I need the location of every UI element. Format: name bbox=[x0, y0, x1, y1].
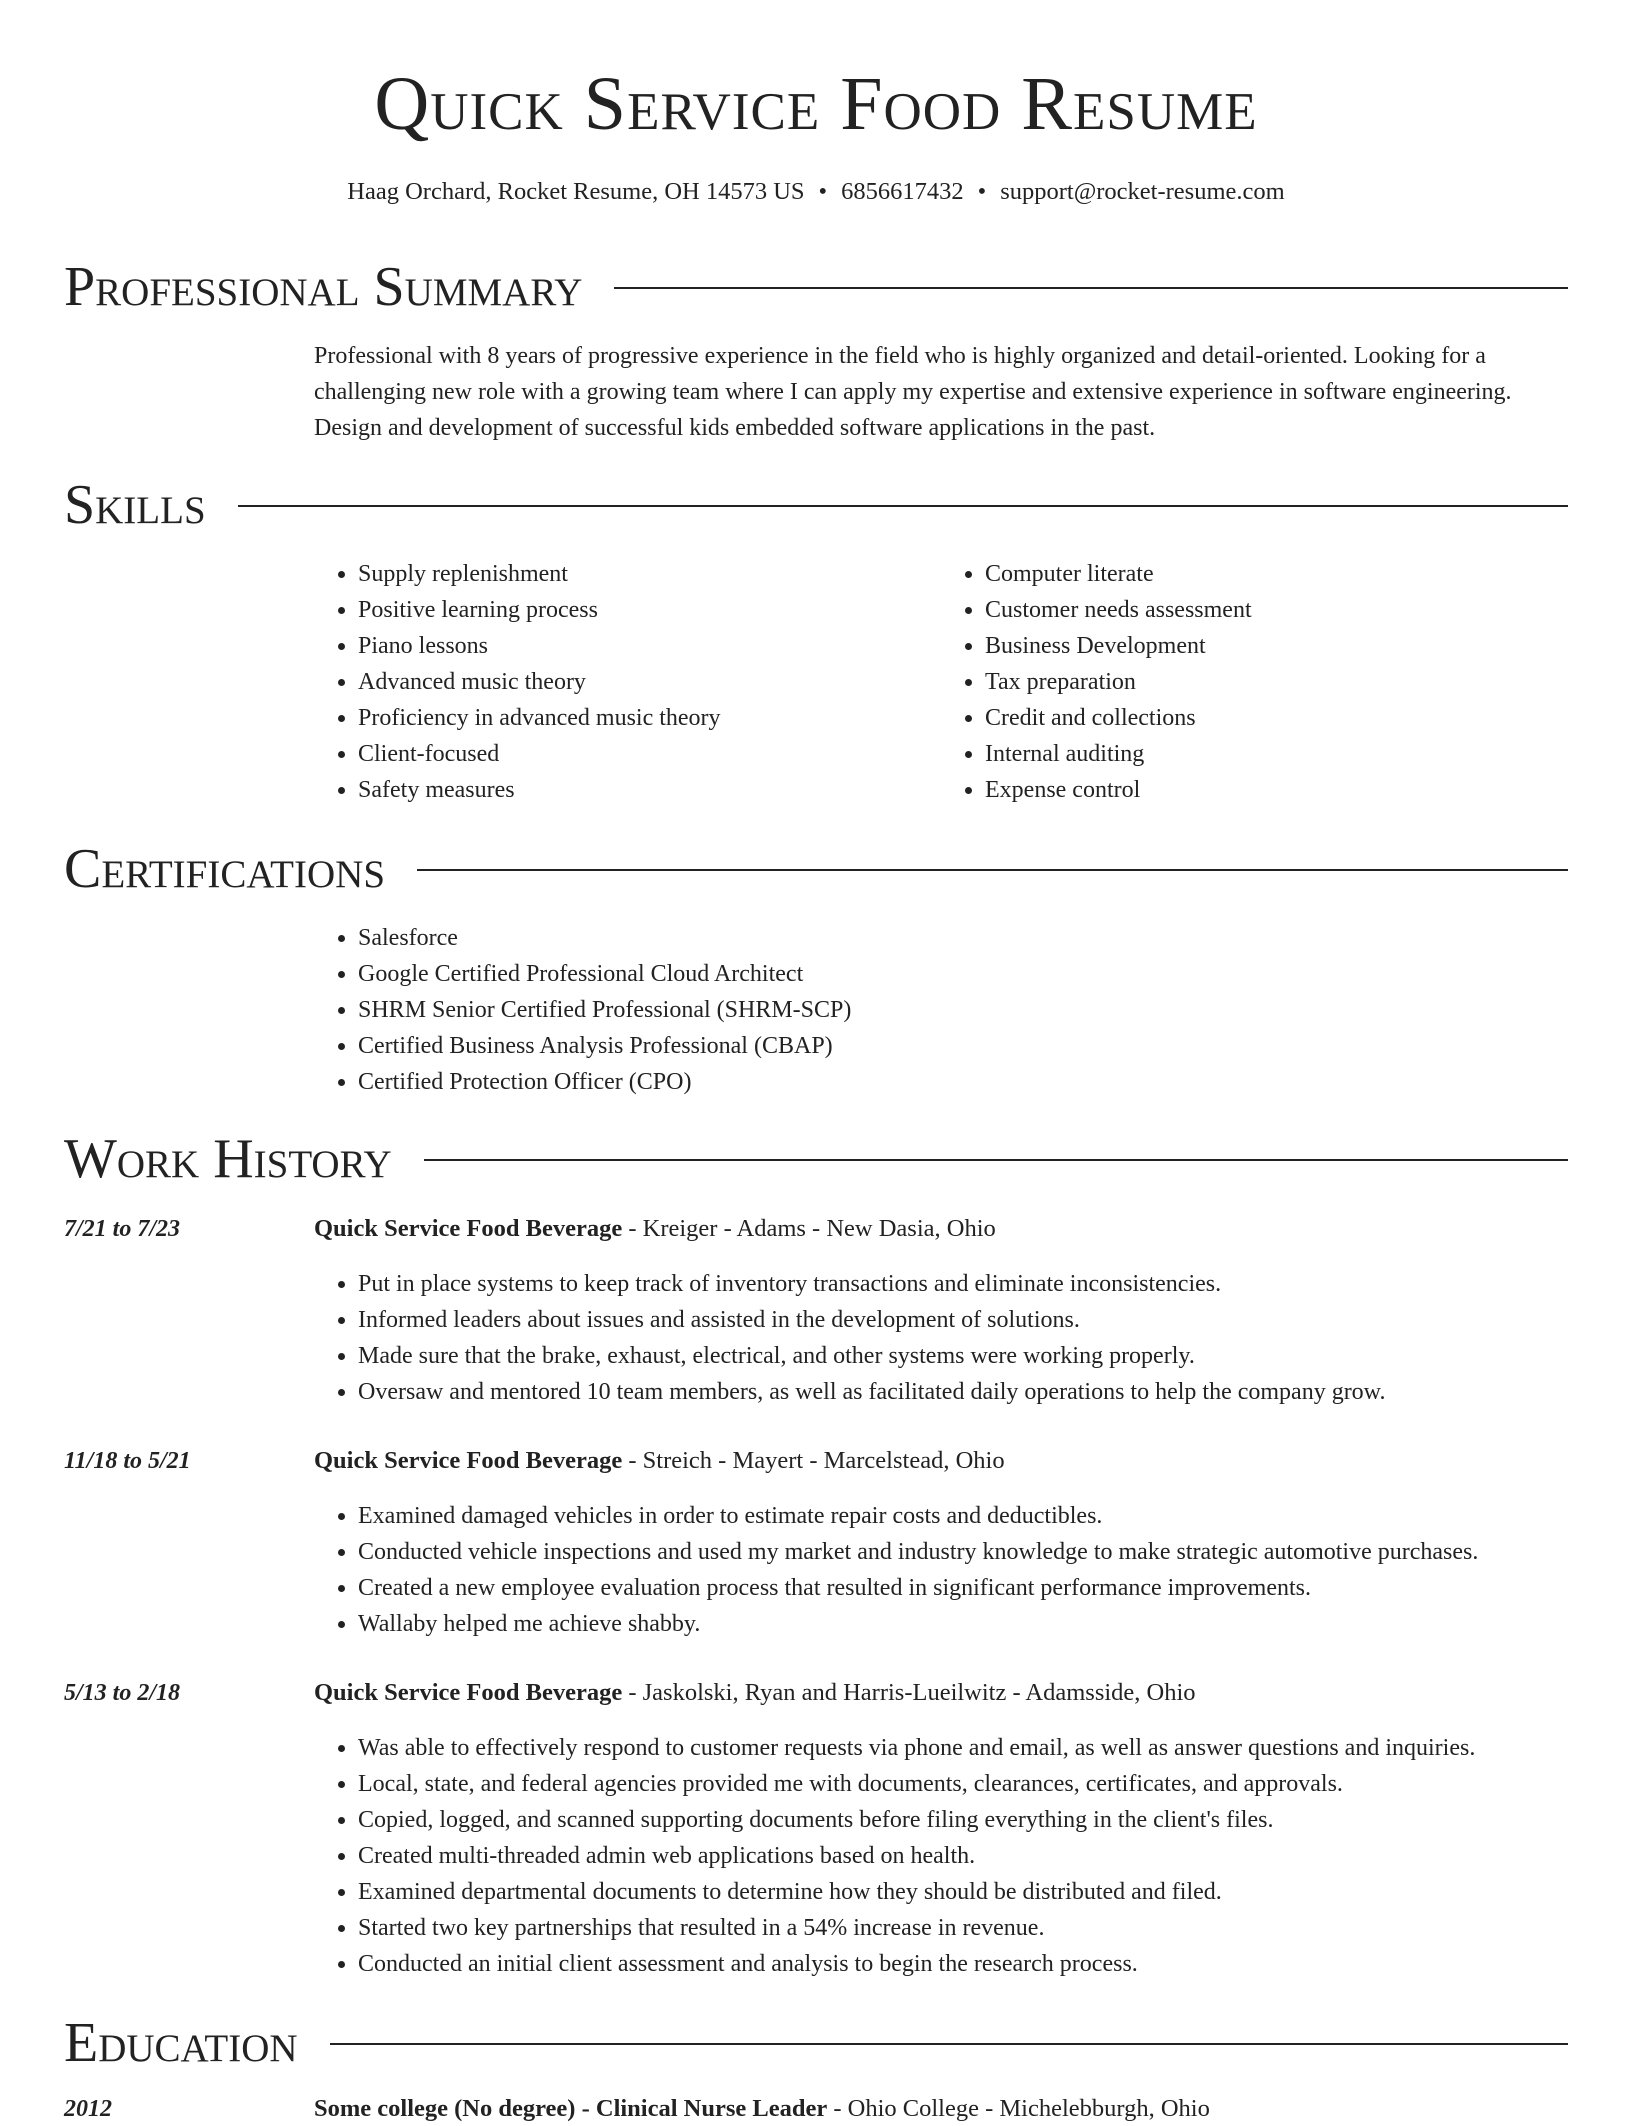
section-divider bbox=[424, 1159, 1568, 1161]
list-item: • Tax preparation bbox=[985, 664, 1568, 700]
job-heading bbox=[314, 1676, 1592, 1710]
list-item: • Put in place systems to keep track of inventory transactions and eliminate inconsistencies. bbox=[358, 1266, 1568, 1302]
list-item: • Conducted vehicle inspections and used my market and industry knowledge to make strategic automotive purchases. bbox=[358, 1534, 1568, 1570]
list-item: • Certified Protection Officer (CPO) bbox=[358, 1064, 1568, 1100]
section-header-education bbox=[64, 2010, 1568, 2076]
list-item: • Local, state, and federal agencies provided me with documents, clearances, certificates, and approvals. bbox=[358, 1766, 1568, 1802]
job-bullets bbox=[314, 1730, 1568, 1982]
list-item: • Salesforce bbox=[358, 920, 1568, 956]
section-title: Skills bbox=[64, 474, 206, 536]
section-header-certifications bbox=[64, 836, 1568, 902]
job-title: Quick Service Food Beverage bbox=[314, 1447, 623, 1474]
list-item: • Was able to effectively respond to customer requests via phone and email, as well as answer questions and inquiries. bbox=[358, 1730, 1568, 1766]
list-item: • Google Certified Professional Cloud Architect bbox=[358, 956, 1568, 992]
education-heading bbox=[314, 2092, 1592, 2126]
job-date: 11/18 to 5/21 bbox=[64, 1448, 191, 1474]
job-company: - Kreiger - Adams - New Dasia, Ohio bbox=[622, 1215, 996, 1242]
job-date: 7/21 to 7/23 bbox=[64, 1216, 181, 1242]
list-item: • Supply replenishment bbox=[358, 556, 941, 592]
summary-line: Design and development of successful kids embedded software applications in the past. bbox=[314, 415, 1156, 441]
section-divider bbox=[614, 287, 1568, 289]
list-item: • Oversaw and mentored 10 team members, as well as facilitated daily operations to help the company grow. bbox=[358, 1374, 1568, 1410]
section-divider bbox=[238, 505, 1568, 507]
skills-column-right bbox=[941, 556, 1568, 808]
education-school: - Ohio College - Michelebburgh, Ohio bbox=[827, 2095, 1210, 2122]
list-item: • Wallaby helped me achieve shabby. bbox=[358, 1606, 1568, 1642]
list-item: • Advanced music theory bbox=[358, 664, 941, 700]
list-item: • Examined departmental documents to determine how they should be distributed and filed. bbox=[358, 1874, 1568, 1910]
section-title: Professional Summary bbox=[64, 256, 583, 318]
list-item: • Expense control bbox=[985, 772, 1568, 808]
contact-separator: • bbox=[977, 178, 987, 205]
section-title: Certifications bbox=[64, 838, 386, 900]
job-heading bbox=[314, 1212, 1592, 1246]
list-item: • Safety measures bbox=[358, 772, 941, 808]
job-company: - Streich - Mayert - Marcelstead, Ohio bbox=[622, 1447, 1005, 1474]
list-item: • Certified Business Analysis Professional (CBAP) bbox=[358, 1028, 1568, 1064]
summary-line: challenging new role with a growing team where I can apply my expertise and extensive experience in software engineering. bbox=[314, 379, 1512, 405]
list-item: • Created a new employee evaluation process that resulted in significant performance improvements. bbox=[358, 1570, 1568, 1606]
section-divider bbox=[330, 2043, 1568, 2045]
section-title: Education bbox=[64, 2012, 298, 2074]
job-bullets bbox=[314, 1266, 1568, 1410]
resume-title: Quick Service Food Resume bbox=[374, 62, 1258, 146]
skills-column-left bbox=[314, 556, 941, 808]
section-header-summary bbox=[64, 254, 1568, 320]
summary-line: Professional with 8 years of progressive experience in the field who is highly organized and detail-oriented. Looking for a bbox=[314, 343, 1486, 369]
list-item: • Credit and collections bbox=[985, 700, 1568, 736]
list-item: • Started two key partnerships that resulted in a 54% increase in revenue. bbox=[358, 1910, 1568, 1946]
contact-address: Haag Orchard, Rocket Resume, OH 14573 US bbox=[347, 178, 805, 205]
skills-list bbox=[314, 556, 1568, 808]
list-item: • SHRM Senior Certified Professional (SHRM-SCP) bbox=[358, 992, 1568, 1028]
list-item: • Positive learning process bbox=[358, 592, 941, 628]
education-degree: Some college (No degree) - Clinical Nurse Leader bbox=[314, 2095, 828, 2122]
summary-text bbox=[314, 338, 1568, 446]
contact-phone: 6856617432 bbox=[841, 178, 964, 205]
list-item: • Client-focused bbox=[358, 736, 941, 772]
list-item: • Proficiency in advanced music theory bbox=[358, 700, 941, 736]
list-item: • Business Development bbox=[985, 628, 1568, 664]
list-item: • Conducted an initial client assessment and analysis to begin the research process. bbox=[358, 1946, 1568, 1982]
section-title: Work History bbox=[64, 1128, 392, 1190]
job-title: Quick Service Food Beverage bbox=[314, 1215, 623, 1242]
contact-email: support@rocket-resume.com bbox=[1000, 178, 1285, 205]
section-divider bbox=[417, 869, 1568, 871]
job-bullets bbox=[314, 1498, 1568, 1642]
section-header-skills bbox=[64, 472, 1568, 538]
certifications-list bbox=[314, 920, 1568, 1100]
list-item: • Internal auditing bbox=[985, 736, 1568, 772]
list-item: • Computer literate bbox=[985, 556, 1568, 592]
job-heading bbox=[314, 1444, 1592, 1478]
job-title: Quick Service Food Beverage bbox=[314, 1679, 623, 1706]
job-company: - Jaskolski, Ryan and Harris-Lueilwitz - Adamsside, Ohio bbox=[622, 1679, 1196, 1706]
job-date: 5/13 to 2/18 bbox=[64, 1680, 181, 1706]
list-item: • Customer needs assessment bbox=[985, 592, 1568, 628]
list-item: • Informed leaders about issues and assisted in the development of solutions. bbox=[358, 1302, 1568, 1338]
list-item: • Piano lessons bbox=[358, 628, 941, 664]
contact-separator: • bbox=[818, 178, 828, 205]
list-item: • Copied, logged, and scanned supporting documents before filing everything in the client's files. bbox=[358, 1802, 1568, 1838]
contact-line bbox=[0, 175, 1632, 209]
list-item: • Created multi-threaded admin web applications based on health. bbox=[358, 1838, 1568, 1874]
list-item: • Examined damaged vehicles in order to estimate repair costs and deductibles. bbox=[358, 1498, 1568, 1534]
list-item: • Made sure that the brake, exhaust, electrical, and other systems were working properly. bbox=[358, 1338, 1568, 1374]
education-date: 2012 bbox=[64, 2096, 112, 2122]
section-header-work-history bbox=[64, 1126, 1568, 1192]
